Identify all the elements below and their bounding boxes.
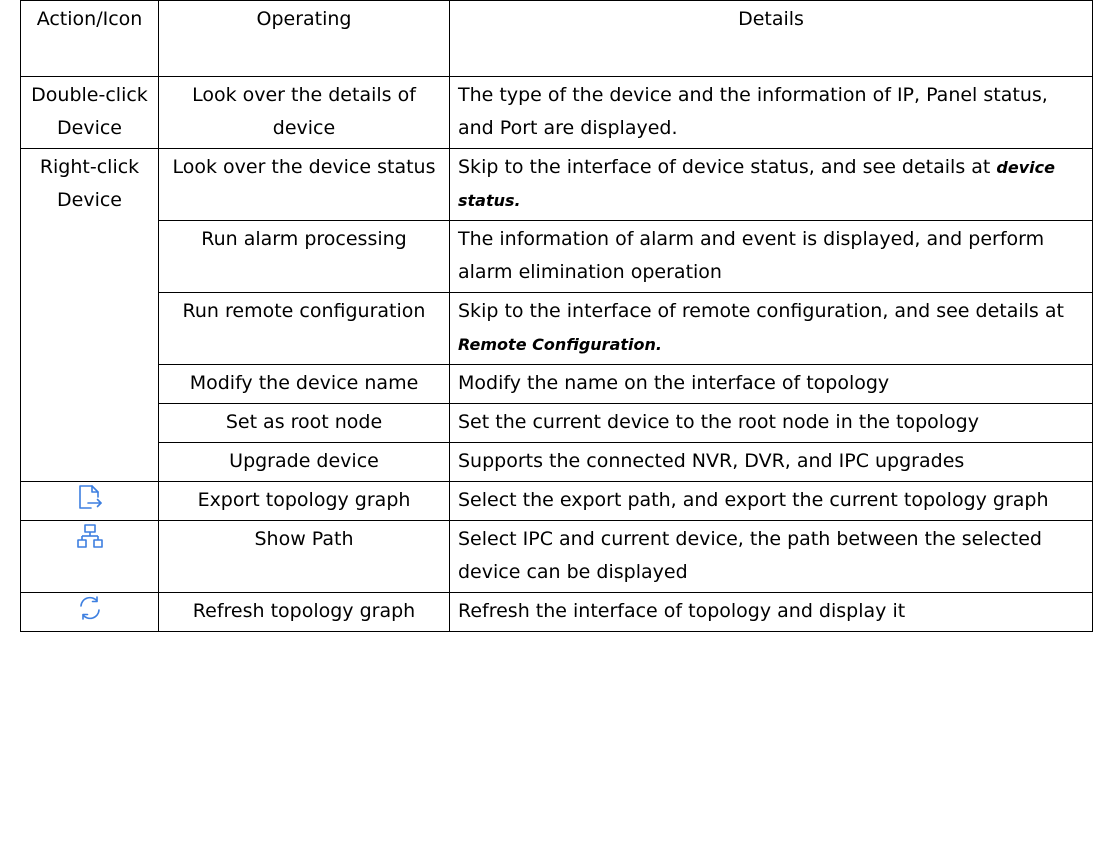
details-cell: Supports the connected NVR, DVR, and IPC upgrades	[450, 443, 1093, 482]
details-cell: The information of alarm and event is displayed, and perform alarm elimination operation	[450, 221, 1093, 293]
table-row	[21, 521, 1093, 593]
operating-cell: Upgrade device	[159, 443, 450, 482]
details-cell: The type of the device and the information of IP, Panel status, and Port are displayed.	[450, 77, 1093, 149]
details-cell	[450, 293, 1093, 365]
table-row	[21, 482, 1093, 521]
action-label-line2: Device	[57, 117, 122, 139]
operating-cell: Look over the device status	[159, 149, 450, 221]
table-row	[21, 443, 1093, 482]
header-action: Action/Icon	[21, 1, 159, 77]
action-label-line1: Right-click	[39, 156, 140, 178]
details-cell	[450, 149, 1093, 221]
operating-cell: Set as root node	[159, 404, 450, 443]
table-row	[21, 293, 1093, 365]
header-operating: Operating	[159, 1, 450, 77]
details-reference-link: Remote Configuration.	[458, 335, 662, 354]
header-row	[21, 1, 1093, 77]
action-double-click	[21, 77, 159, 149]
operations-table	[20, 0, 1093, 632]
details-text: Skip to the interface of device status, and see details at	[458, 156, 997, 178]
action-label-line2: Device	[57, 189, 122, 211]
details-text: Skip to the interface of remote configuration, and see details at	[458, 300, 1064, 322]
table-row	[21, 149, 1093, 221]
table-row	[21, 593, 1093, 632]
operating-cell: Run remote configuration	[159, 293, 450, 365]
details-cell: Select the export path, and export the current topology graph	[450, 482, 1093, 521]
refresh-icon[interactable]	[21, 593, 159, 632]
details-cell: Set the current device to the root node in the topology	[450, 404, 1093, 443]
operating-cell: Refresh topology graph	[159, 593, 450, 632]
operating-cell: Look over the details of device	[159, 77, 450, 149]
operating-cell: Show Path	[159, 521, 450, 593]
table-row	[21, 221, 1093, 293]
table-row	[21, 365, 1093, 404]
export-icon[interactable]	[21, 482, 159, 521]
header-details: Details	[450, 1, 1093, 77]
network-path-icon[interactable]	[21, 521, 159, 593]
details-cell: Refresh the interface of topology and display it	[450, 593, 1093, 632]
details-cell: Select IPC and current device, the path between the selected device can be displayed	[450, 521, 1093, 593]
details-reference-link: device status.	[458, 158, 1055, 210]
table-row	[21, 404, 1093, 443]
operating-cell: Export topology graph	[159, 482, 450, 521]
action-right-click	[21, 149, 159, 482]
operating-cell: Modify the device name	[159, 365, 450, 404]
operating-cell: Run alarm processing	[159, 221, 450, 293]
details-cell: Modify the name on the interface of topology	[450, 365, 1093, 404]
action-label-line1: Double-click	[31, 84, 148, 106]
table-row	[21, 77, 1093, 149]
